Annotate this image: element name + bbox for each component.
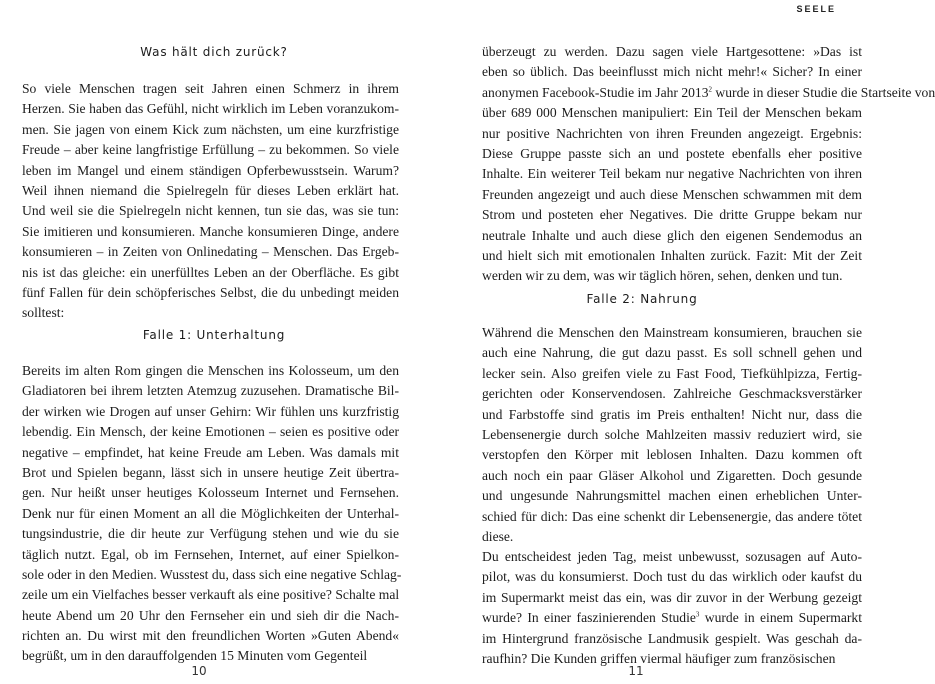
text-line [482, 649, 862, 669]
text-line-content: So viele Menschen tragen seit Jahren einen Schmerz in ihrem [22, 81, 399, 96]
text-line [22, 99, 399, 119]
text-line-content: überzeugt zu werden. Dazu sagen viele Hartgesottene: »Das ist [482, 44, 862, 59]
text-line-content: werden wir zu dem, was wir täglich hören, sehen, denken und tun. [482, 268, 843, 284]
text-line [22, 606, 399, 626]
text-line [482, 144, 862, 164]
text-line [482, 608, 862, 628]
intro-paragraph [22, 79, 399, 324]
text-line-content: und hielt sich mit emotionalen Inhalten zurück. Fazit: Mit der Zeit [482, 247, 862, 263]
text-line-content: Freude – aber keine langfristige Erfüllung – zu bekommen. So viele [22, 142, 399, 158]
text-line-content: Diese Gruppe passte sich an und postete ebenfalls eher positive [482, 145, 862, 161]
text-line-content: neutrale Inhalte und auch diese glich den eigenen Sendemodus an [482, 227, 862, 243]
text-line [482, 629, 862, 649]
falle2-paragraph [482, 323, 862, 547]
text-line-content: Während die Menschen den Mainstream konsumieren, brauchen sie [482, 325, 862, 340]
text-line [482, 343, 862, 363]
text-line [22, 161, 399, 181]
text-line-content: richten an. Du wirst mit den freundlichen Worten »Guten Abend« [22, 628, 399, 644]
text-line-tail: wurde in dieser Studie die Startseite von [712, 84, 935, 100]
text-line-content: sole oder in den Medien. Wusstest du, dass sich eine negative Schlag- [22, 566, 402, 582]
text-line-content: Sie imitieren und konsumieren. Manche konsumieren Dinge, andere [22, 223, 399, 239]
text-line-content: pilot, was du konsumierst. Doch tust du das wirklich oder kaufst du [482, 569, 862, 585]
text-line-content: Inhalte. Ein weiterer Teil bekam nur negative Nachrichten von ihren [482, 166, 862, 182]
text-line [22, 140, 399, 160]
text-line [482, 364, 862, 384]
text-line [22, 565, 402, 585]
text-line [22, 181, 399, 201]
text-line [482, 547, 862, 567]
text-line-content: Freunden angezeigt und auch diese Menschen schwammen mit dem [482, 186, 862, 202]
text-line [22, 422, 399, 442]
falle2-paragraph-2 [482, 547, 862, 669]
text-line-content: leben im Mangel und einem ständigen Opferbewusstsein. Warum? [22, 162, 399, 178]
text-line [22, 524, 399, 544]
text-line-content: im Supermarkt meist das ein, was dir zuvor in der Werbung gezeigt [482, 589, 862, 605]
text-line [22, 222, 399, 242]
text-line [482, 205, 862, 225]
text-line [22, 120, 399, 140]
text-line-content: begrüßt, um in den darauffolgenden 15 Minuten vom Gegenteil [22, 648, 368, 664]
text-line [22, 402, 399, 422]
text-line-content: negative – empfindet, hat keine Freude am Leben. Was damals mit [22, 444, 399, 460]
text-line [22, 626, 399, 646]
text-line-content: Du entscheidest jeden Tag, meist unbewusst, sozusagen auf Auto- [482, 549, 862, 564]
text-line [22, 463, 399, 483]
text-line [482, 83, 935, 103]
text-line-tail: wurde in einem Supermarkt [699, 610, 862, 626]
text-line-content: eben so üblich. Das beeinflusst mich nicht mehr!« Sicher? In einer [482, 64, 862, 80]
text-line-content: Lebensenergie durch solche Mahlzeiten massiv reduziert wird, sie [482, 426, 862, 442]
text-line-content: auch noch ein paar Gläser Alkohol und Zigaretten. Doch gesunde [482, 467, 862, 483]
chapter-heading: Was hält dich zurück? [140, 45, 288, 59]
text-line [482, 567, 862, 587]
text-line [22, 585, 399, 605]
text-line-content: raufhin? Die Kunden griffen viermal häufiger zum französischen [482, 650, 836, 666]
text-line-content: gerichten oder Konservendosen. Zahlreiche Geschmacksverstärker [482, 386, 862, 402]
footnote-marker: 3 [695, 610, 700, 619]
text-line-content: wurde? In einer faszinierenden Studie [482, 610, 696, 626]
text-line [482, 425, 862, 445]
text-line [482, 323, 862, 343]
text-line-content: solltest: [22, 305, 65, 321]
text-line-content: verstopfen den Körper mit leblosen Inhalten. Dazu kommen oft [482, 447, 862, 463]
text-line-content: fünf Fallen für dein schöpferisches Selbst, die du unbedingt meiden [22, 284, 399, 300]
text-line [482, 405, 862, 425]
text-line-content: Bereits im alten Rom gingen die Menschen ins Kolosseum, um den [22, 363, 399, 378]
text-line-content: der wirken wie Drogen auf unser Gehirn: Wir fühlen uns kurzfristig [22, 403, 399, 419]
text-line-content: zeile um ein Vielfaches besser verkauft als eine positive? Schalte mal [22, 587, 400, 603]
text-line-content: Strom und posteten eher Negatives. Die dritte Gruppe bekam nur [482, 207, 862, 223]
text-line [482, 507, 862, 527]
text-line-content: auch eine Nahrung, die gut dazu passt. Es soll schnell gehen und [482, 345, 862, 361]
text-line [22, 242, 399, 262]
text-line [482, 226, 862, 246]
text-line [482, 588, 862, 608]
text-line-content: gen. Nur heißt unser heutiges Kolosseum Internet und Fernsehen. [22, 485, 399, 501]
text-line [22, 79, 399, 99]
continuation-paragraph [482, 42, 935, 287]
text-line [482, 466, 862, 486]
text-line-content: Denk nur für einen Moment an all die Möglichkeiten der Unterhal- [22, 505, 399, 521]
text-line [22, 283, 399, 303]
text-line [482, 62, 862, 82]
text-line-content: täglich nutzt. Egal, ob im Fernsehen, Internet, auf einer Spielkon- [22, 546, 399, 562]
text-line-content: diese. [482, 528, 514, 544]
text-line [482, 185, 862, 205]
text-line [482, 445, 862, 465]
text-line [22, 201, 399, 221]
text-line [482, 266, 862, 286]
text-line-content: Herzen. Sie haben das Gefühl, nicht wirklich im Leben voranzukom- [22, 101, 399, 117]
text-line [22, 443, 399, 463]
text-line-content: tungsindustrie, die dir heute zur Verfügung stehen und wie du sie [22, 526, 399, 542]
text-line [482, 486, 862, 506]
footnote-marker: 2 [708, 85, 713, 94]
text-line-content: men. Sie jagen von einem Kick zum nächsten, um eine kurzfristige [22, 121, 399, 137]
text-line [22, 504, 399, 524]
text-line-content: im Hintergrund französische Landmusik gespielt. Was geschah da- [482, 630, 862, 646]
text-line [482, 164, 862, 184]
text-line [22, 381, 399, 401]
text-line-content: konsumieren – in Zeiten von Onlinedating – Menschen. Das Ergeb- [22, 244, 399, 260]
running-head: SEELE [796, 4, 836, 14]
text-line [482, 384, 862, 404]
text-line [22, 303, 399, 323]
text-line-content: heute Abend um 20 Uhr den Fernseher ein und sieh dir die Nach- [22, 607, 399, 623]
text-line [482, 103, 862, 123]
text-line [22, 361, 399, 381]
text-line-content: Brot und Spielen begann, lässt sich in unsere heutige Zeit übertra- [22, 464, 399, 480]
text-line-content: und ungesunde Nahrungsmittel machen einen erheblichen Unter- [482, 488, 862, 504]
right-page [428, 0, 935, 684]
text-line-content: über 689 000 Menschen manipuliert: Ein Teil der Menschen bekam [482, 105, 862, 121]
text-line [22, 263, 399, 283]
text-line-content: Und weil sie die Spielregeln nicht kennen, tun sie das, was sie tun: [22, 203, 399, 219]
text-line [22, 483, 399, 503]
text-line-content: lecker sein. Also greifen viele zu Fast Food, Tiefkühlpizza, Fertig- [482, 365, 862, 381]
text-line [482, 246, 862, 266]
text-line [22, 545, 399, 565]
text-line-content: nis ist das gleiche: ein unerfülltes Leben an der Oberfläche. Es gibt [22, 264, 399, 280]
falle1-paragraph [22, 361, 402, 667]
left-page [0, 0, 428, 684]
text-line-content: schied für dich: Das eine schenkt dir Lebensenergie, das andere tötet [482, 508, 862, 524]
text-line-content: und Farbstoffe sind gratis im Preis enthalten! Nicht nur, dass die [482, 406, 862, 422]
page-number-right: 11 [628, 664, 644, 678]
text-line [482, 42, 862, 62]
text-line [482, 527, 862, 547]
text-line-content: Weil ihnen niemand die Spielregeln für dieses Leben erklärt hat. [22, 182, 399, 198]
page-number-left: 10 [191, 664, 207, 678]
falle2-heading: Falle 2: Nahrung [586, 292, 698, 306]
text-line-content: Gladiatoren bei ihrem letzten Atemzug zuzusehen. Dramatische Bil- [22, 383, 399, 399]
text-line-content: nur positive Nachrichten von ihren Freunden angezeigt. Ergebnis: [482, 125, 862, 141]
text-line-content: lebendig. Ein Mensch, der keine Emotionen – seien es positive oder [22, 424, 399, 440]
text-line [482, 124, 862, 144]
falle1-heading: Falle 1: Unterhaltung [142, 328, 286, 342]
text-line-content: anonymen Facebook-Studie im Jahr 2013 [482, 84, 709, 100]
